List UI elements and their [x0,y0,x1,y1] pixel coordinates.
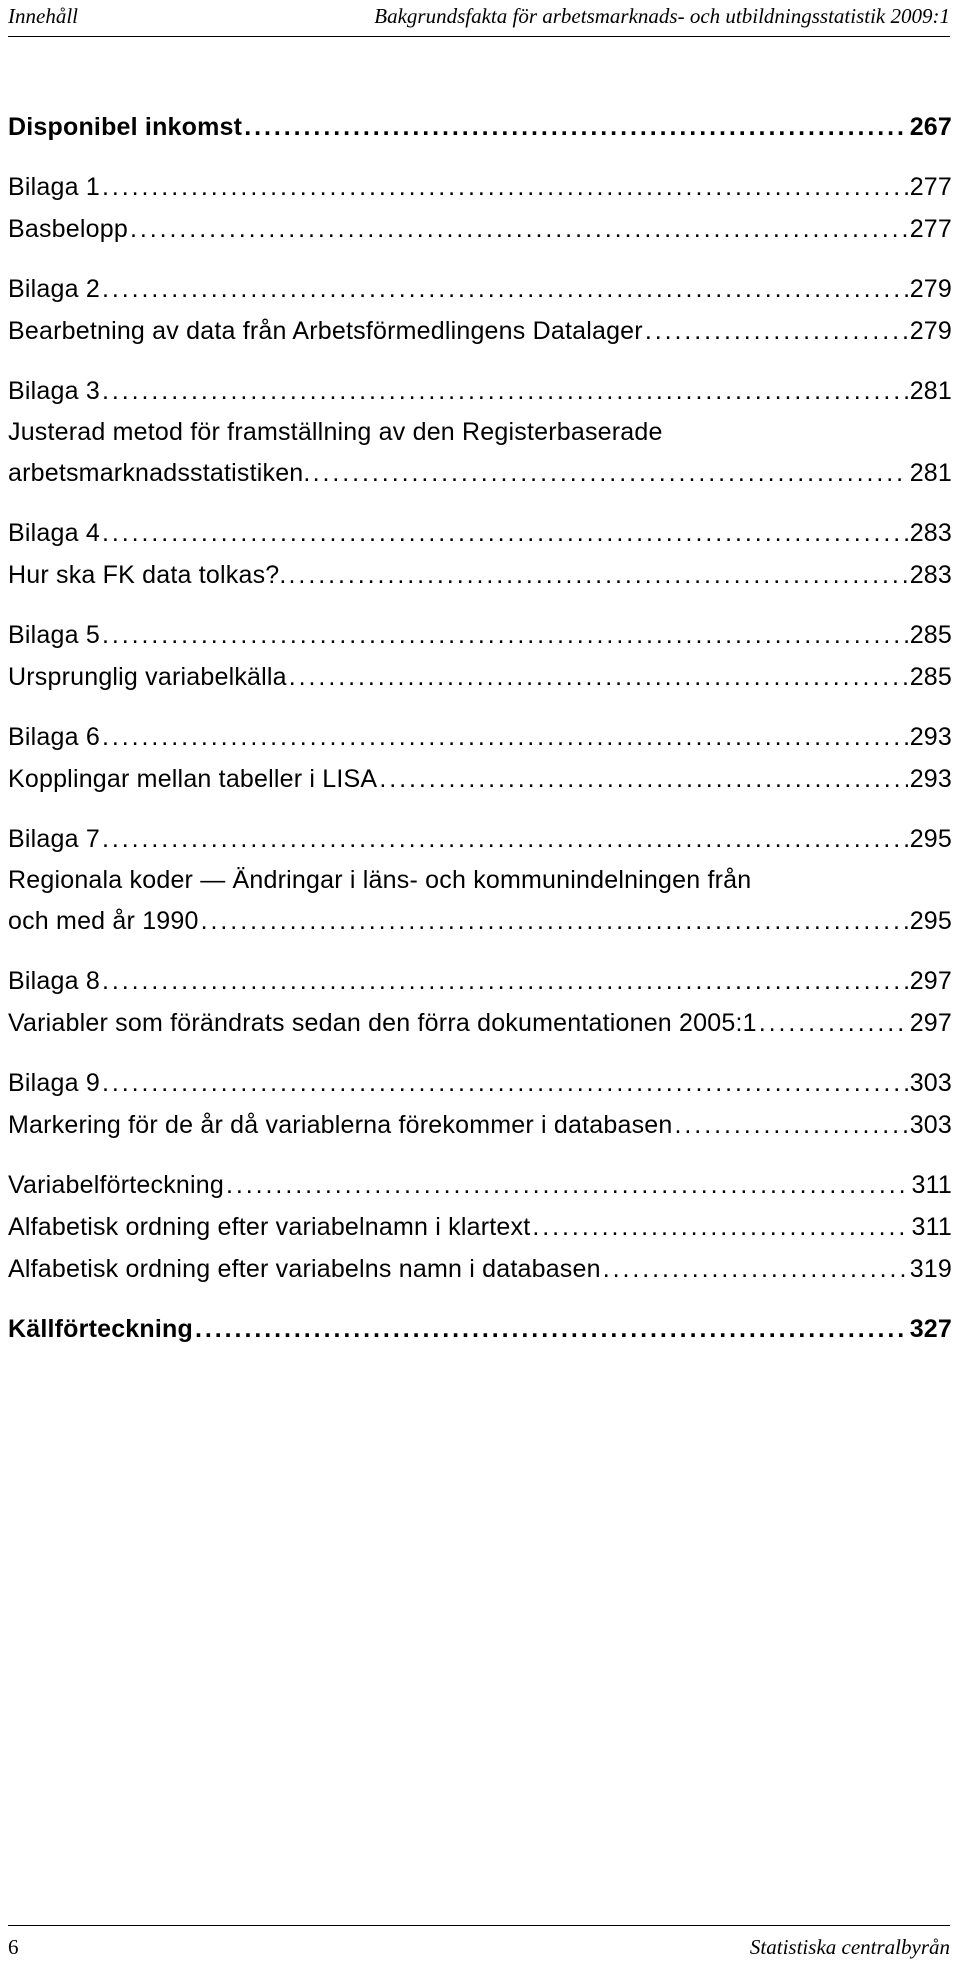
toc-entry[interactable] [8,1308,952,1350]
toc-entry[interactable] [8,370,952,412]
toc-entry-page: 283 [909,561,952,589]
toc-leader-dots [289,554,908,596]
toc-entry[interactable] [8,512,952,554]
toc-entry-page: 303 [909,1111,952,1139]
toc-entry-title: Kopplingar mellan tabeller i LISA [8,765,378,793]
toc-entry[interactable] [8,1206,952,1248]
toc-entry-title: Bilaga 6 [8,723,100,751]
page-footer [8,1925,950,1966]
toc-entry-page: 279 [909,317,952,345]
toc-entry-page: 319 [909,1255,952,1283]
toc-entry[interactable] [8,960,952,1002]
toc-leader-dots [102,614,908,656]
toc-entry[interactable] [8,656,952,698]
toc-entry[interactable] [8,106,952,148]
toc-entry-title: Bilaga 5 [8,621,100,649]
toc-entry[interactable] [8,1104,952,1146]
page-header [8,0,950,37]
toc-entry[interactable] [8,1002,952,1044]
toc-entry-page: 277 [909,173,952,201]
toc-entry[interactable] [8,614,952,656]
toc-leader-dots [102,370,908,412]
toc-entry-title: Bilaga 4 [8,519,100,547]
toc-entry-page: 303 [909,1069,952,1097]
toc-entry[interactable] [8,758,952,800]
toc-leader-dots [195,1308,908,1350]
toc-leader-dots [102,818,908,860]
toc-leader-dots [532,1206,909,1248]
toc-entry-title: Bilaga 9 [8,1069,100,1097]
publisher-name: Statistiska centralbyrån [749,1935,950,1959]
toc-entry-page: 293 [909,723,952,751]
toc-leader-dots [102,268,908,310]
toc-entry-page: 295 [909,907,952,935]
toc-leader-dots [675,1104,908,1146]
toc-entry-page: 311 [911,1171,952,1199]
toc-entry-title: Bilaga 1 [8,173,100,201]
toc-entry-page: 327 [909,1315,952,1343]
toc-entry-title: Ursprunglig variabelkälla [8,663,287,691]
toc-leader-dots [759,1002,908,1044]
toc-leader-dots [102,1062,908,1104]
table-of-contents [8,106,952,1350]
toc-entry-title: Hur ska FK data tolkas?. [8,561,287,589]
toc-entry[interactable] [8,310,952,352]
toc-entry-title: Bearbetning av data från Arbetsförmedlingens Datalager [8,317,643,345]
toc-entry[interactable] [8,1164,952,1206]
toc-leader-dots [201,900,908,942]
toc-entry[interactable] [8,1062,952,1104]
toc-entry-title: Variabelförteckning [8,1171,224,1199]
header-title: Bakgrundsfakta för arbetsmarknads- och utbildningsstatistik 2009:1 [374,4,950,28]
toc-leader-dots [102,512,908,554]
toc-entry-page: 267 [909,113,952,141]
toc-entry-page: 285 [909,621,952,649]
toc-leader-dots [130,208,908,250]
toc-entry-page: 293 [909,765,952,793]
toc-entry-page: 297 [909,967,952,995]
toc-entry-continued[interactable] [8,860,952,900]
toc-entry-continued[interactable] [8,412,952,452]
toc-leader-dots [603,1248,908,1290]
toc-entry[interactable] [8,716,952,758]
toc-entry-title: Variabler som förändrats sedan den förra dokumentationen 2005:1 [8,1009,757,1037]
toc-entry-page: 279 [909,275,952,303]
toc-leader-dots [102,166,908,208]
toc-entry-page: 285 [909,663,952,691]
toc-entry-title: Bilaga 8 [8,967,100,995]
toc-entry[interactable] [8,268,952,310]
toc-entry[interactable] [8,554,952,596]
toc-leader-dots [102,960,908,1002]
toc-entry-title: och med år 1990 [8,907,199,935]
toc-entry-page: 281 [909,377,952,405]
toc-leader-dots [102,716,908,758]
toc-entry[interactable] [8,452,952,494]
page-number: 6 [8,1935,19,1959]
toc-entry[interactable] [8,900,952,942]
toc-entry-title: Alfabetisk ordning efter variabelnamn i klartext [8,1213,531,1241]
toc-entry-title: Bilaga 2 [8,275,100,303]
toc-leader-dots [289,656,908,698]
toc-entry-title: Markering för de år då variablerna förekommer i databasen [8,1111,673,1139]
toc-entry-page: 297 [909,1009,952,1037]
toc-entry-title: Justerad metod för framställning av den Registerbaserade [8,418,663,446]
toc-entry-title: Disponibel inkomst [8,113,243,141]
toc-entry-title: Bilaga 7 [8,825,100,853]
toc-entry-title: Regionala koder — Ändringar i läns- och kommunindelningen från [8,866,752,894]
toc-entry-title: Bilaga 3 [8,377,100,405]
toc-leader-dots [244,106,908,148]
toc-entry[interactable] [8,166,952,208]
toc-entry-page: 281 [909,459,952,487]
toc-entry[interactable] [8,1248,952,1290]
toc-entry-title: Basbelopp [8,215,128,243]
toc-entry[interactable] [8,818,952,860]
header-section: Innehåll [8,4,78,28]
toc-leader-dots [226,1164,910,1206]
toc-entry-page: 283 [909,519,952,547]
toc-entry-page: 295 [909,825,952,853]
toc-leader-dots [313,452,908,494]
toc-leader-dots [379,758,907,800]
toc-entry-title: Källförteckning [8,1315,193,1343]
toc-entry-page: 311 [911,1213,952,1241]
toc-entry-page: 277 [909,215,952,243]
toc-entry-title: Alfabetisk ordning efter variabelns namn i databasen [8,1255,601,1283]
toc-entry-title: arbetsmarknadsstatistiken. [8,459,311,487]
toc-entry[interactable] [8,208,952,250]
toc-leader-dots [645,310,908,352]
